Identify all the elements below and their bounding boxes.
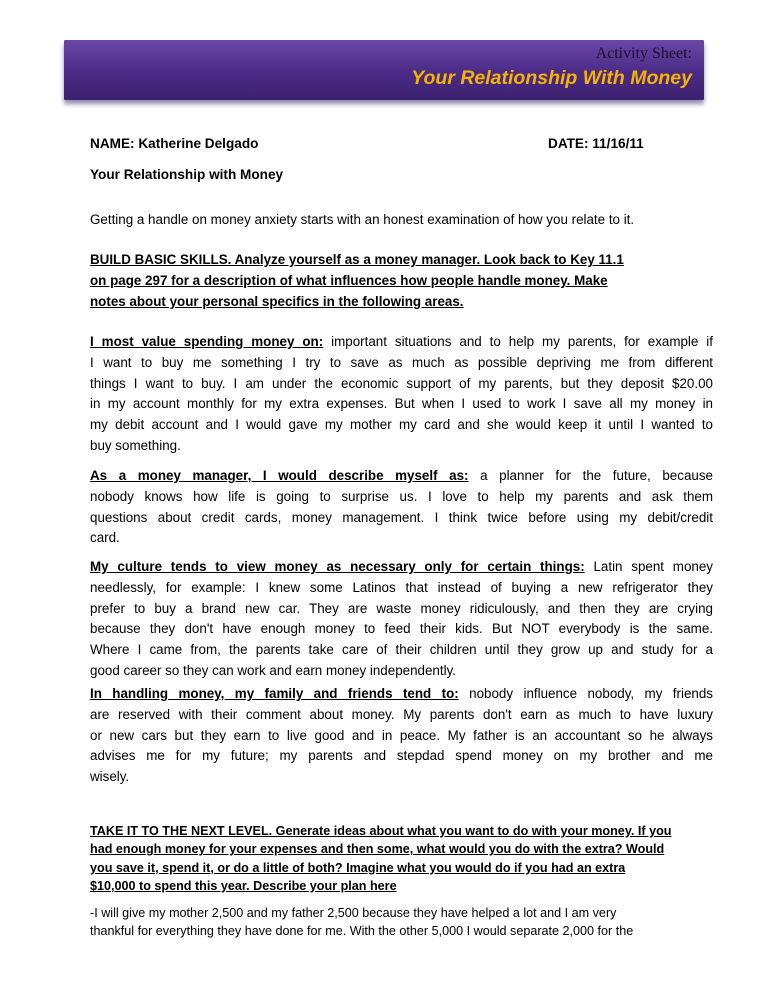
question-label: My culture tends to view money as necessary only for certain things: [90, 559, 585, 574]
banner-title: Your Relationship With Money [411, 67, 692, 89]
answer-text: Latin spent money [584, 559, 713, 574]
answer-line: card. [90, 530, 120, 546]
answer-line: in my account monthly for my extra expenses. But when I used to work I save all my money in [90, 396, 713, 412]
answer-line: or new cars but they earn to live good and in peace. My father is an accountant so he always [90, 727, 713, 743]
plan-line: thankful for everything they have done for me. With the other 5,000 I would separate 2,000 for the [90, 924, 634, 939]
intro-paragraph: Getting a handle on money anxiety starts with an honest examination of how you relate to it. [90, 212, 635, 227]
answer-text: important situations and to help my parents, for example if [323, 334, 713, 349]
plan-answer [90, 904, 713, 941]
answer-text: nobody influence nobody, my friends [458, 686, 713, 701]
prompt-line: TAKE IT TO THE NEXT LEVEL. Generate ideas about what you want to do with your money. If you [90, 824, 672, 838]
answer-line: things I want to buy. I am under the economic support of my parents, but they deposit $20.00 [90, 375, 713, 391]
answer-line: advises me for my future; my parents and stepdad spend money on my brother and me [90, 748, 713, 764]
skills-line: on page 297 for a description of what influences how people handle money. Make [90, 272, 608, 288]
skills-line: BUILD BASIC SKILLS. Analyze yourself as a money manager. Look back to Key 11.1 [90, 252, 624, 267]
answer-line: wisely. [90, 769, 130, 785]
prompt-line: had enough money for your expenses and then some, what would you do with the extra? Would [90, 842, 665, 857]
answer-line: needlessly, for example: I knew some Latinos that instead of buying a new refrigerator they [90, 579, 713, 595]
build-skills-prompt [90, 250, 680, 312]
answer-text: a planner for the future, because [468, 468, 713, 483]
page-heading: Your Relationship with Money [90, 167, 284, 182]
answer-line: questions about credit cards, money management. I think twice before using my debit/credit [90, 509, 713, 525]
answer-line: are reserved with their comment about money. My parents don't earn as much to have luxury [90, 706, 713, 722]
question-label: In handling money, my family and friends tend to: [90, 686, 459, 701]
skills-line: notes about your personal specifics in the following areas. [90, 293, 464, 309]
plan-line: -I will give my mother 2,500 and my father 2,500 because they have helped a lot and I am very [90, 906, 617, 920]
answer-line: buy something. [90, 437, 181, 453]
title-banner [64, 40, 704, 100]
answer-spending [90, 332, 713, 457]
date-field: DATE: 11/16/11 [548, 136, 644, 151]
prompt-line: $10,000 to spend this year. Describe your plan here [90, 878, 397, 893]
answer-line: Where I came from, the parents take care of their children until they grow up and study for a [90, 642, 713, 658]
banner-subtitle: Activity Sheet: [595, 45, 692, 62]
answer-line: because they don't have enough money to feed their kids. But NOT everybody is the same. [90, 621, 713, 637]
answer-line: my debit account and I would gave my mother my card and she would keep it until I wanted to [90, 417, 713, 433]
answer-manager [90, 466, 713, 549]
answer-line: prefer to buy a brand new car. They are waste money ridiculously, and then they are crying [90, 600, 713, 616]
next-level-prompt [90, 822, 713, 895]
prompt-line: you save it, spend it, or do a little of both? Imagine what you would do if you had an extra [90, 860, 626, 875]
answer-culture [90, 557, 713, 682]
answer-line: good career so they can work and earn money independently. [90, 662, 456, 678]
answer-family [90, 684, 713, 788]
question-label: As a money manager, I would describe myself as: [90, 468, 469, 483]
answer-line: I want to buy me something I try to save as much as possible depriving me from different [90, 354, 713, 370]
name-line [90, 134, 713, 155]
question-label: I most value spending money on: [90, 334, 324, 349]
answer-line: nobody knows how life is going to surprise us. I love to help my parents and ask them [90, 488, 713, 504]
student-name: NAME: Katherine Delgado [90, 136, 259, 151]
